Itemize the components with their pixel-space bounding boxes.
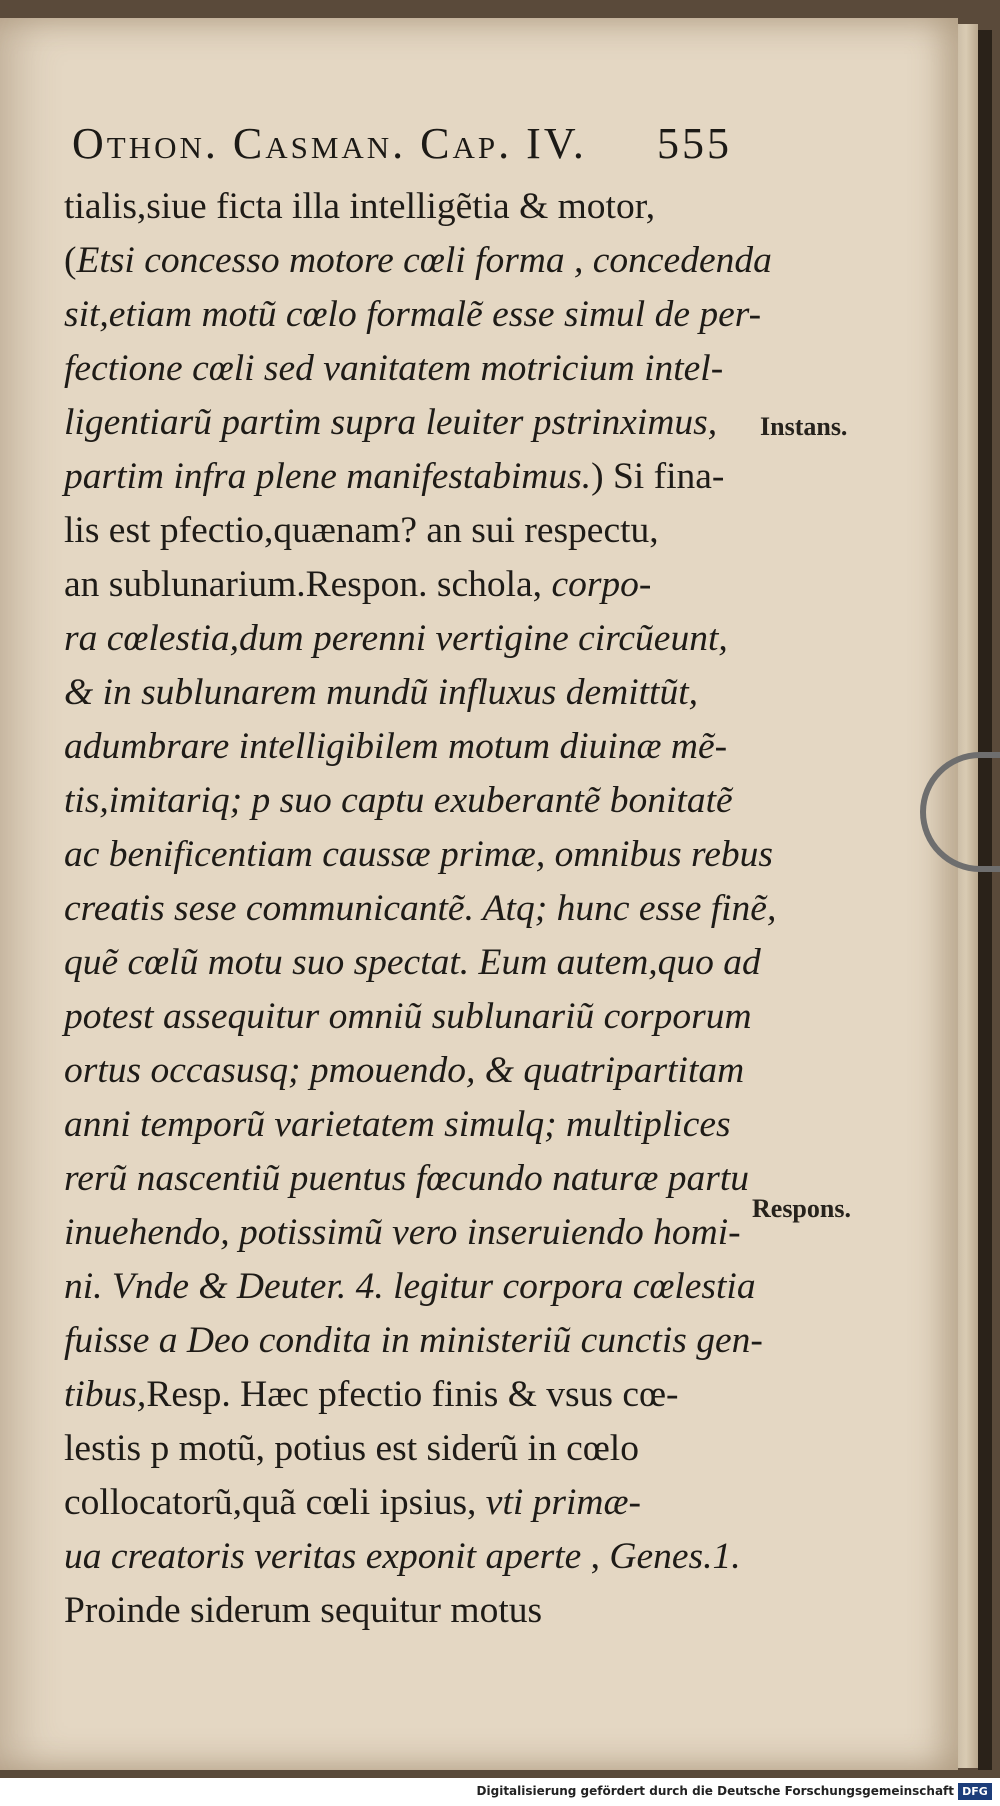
text-line xyxy=(64,288,762,342)
italic-text: ua creatoris veritas exponit aperte xyxy=(64,1536,582,1577)
italic-text: fectione cœli sed vanitatem motricium intel- xyxy=(64,348,724,389)
italic-text: creatis sese communicantẽ. Atq; hunc esse finẽ, xyxy=(64,888,777,929)
text-line xyxy=(64,828,773,882)
italic-text: potest assequitur omniũ sublunariũ corporum xyxy=(64,996,752,1037)
text-line xyxy=(64,1152,750,1206)
margin-note-respons: Respons. xyxy=(752,1194,851,1223)
italic-text: rerũ nascentiũ puentus fœcundo naturæ partu xyxy=(64,1158,750,1199)
text-line xyxy=(64,396,744,450)
italic-text: corpo- xyxy=(551,564,652,605)
italic-text: inuehendo, potissimũ vero inseruiendo homi- xyxy=(64,1212,741,1253)
page-edge xyxy=(958,24,978,1768)
italic-text: ac benificentiam caussæ primæ, omnibus rebus xyxy=(64,834,773,875)
italic-text: ligentiarũ partim supra leuiter pstrinximus, xyxy=(64,402,718,443)
italic-text: quẽ cœlũ motu suo spectat. Eum autem,quo ad xyxy=(64,942,761,983)
roman-text: collocatorũ,quã cœli ipsius, xyxy=(64,1482,486,1523)
italic-text: vti primæ- xyxy=(485,1482,641,1523)
roman-text: Resp. Hæc pfectio finis & vsus cœ- xyxy=(146,1374,679,1415)
text-line xyxy=(64,342,744,396)
footer-credit: Digitalisierung gefördert durch die Deutsche Forschungsgemeinschaft xyxy=(476,1784,954,1798)
italic-text: fuisse a Deo condita in ministeriũ cunctis gen- xyxy=(64,1320,763,1361)
text-line xyxy=(64,180,744,234)
roman-text: , xyxy=(581,1536,610,1577)
text-line xyxy=(64,1260,756,1314)
roman-text: an sublunarium.Respon. schola, xyxy=(64,564,552,605)
footer-bar xyxy=(0,1778,1000,1806)
text-line xyxy=(64,1530,744,1584)
italic-text: & in sublunarem mundũ influxus demittũt, xyxy=(64,672,699,713)
text-line xyxy=(64,1098,744,1152)
text-line xyxy=(64,936,761,990)
text-line xyxy=(64,774,744,828)
text-line xyxy=(64,882,777,936)
text-line xyxy=(64,1476,744,1530)
roman-text: lestis p motũ, potius est siderũ in cœlo xyxy=(64,1428,639,1469)
roman-text: ) Si fina- xyxy=(591,456,725,497)
binding-shadow xyxy=(978,30,992,1770)
text-line xyxy=(64,1044,744,1098)
roman-text: ( xyxy=(64,240,77,281)
text-line xyxy=(64,612,744,666)
roman-text: Proinde siderum sequitur motus xyxy=(64,1590,543,1631)
italic-text: partim infra plene manifestabimus. xyxy=(64,456,592,497)
margin-note-instans: Instans. xyxy=(760,412,848,441)
italic-text: Genes.1. xyxy=(609,1536,741,1577)
text-line xyxy=(64,450,744,504)
text-line xyxy=(64,234,772,288)
text-line xyxy=(64,504,744,558)
text-line xyxy=(64,666,744,720)
italic-text: ra cœlestia,dum perenni vertigine circũeunt, xyxy=(64,618,728,659)
running-header xyxy=(72,118,732,169)
text-line xyxy=(64,1206,744,1260)
text-line xyxy=(64,1422,744,1476)
italic-text: ni. Vnde & Deuter. 4. legitur corpora cœlestia xyxy=(64,1266,756,1307)
running-title: Othon. Casman. Cap. IV. xyxy=(72,119,587,168)
text-line xyxy=(64,558,744,612)
text-line xyxy=(64,1314,763,1368)
text-line xyxy=(64,990,752,1044)
dfg-logo: DFG xyxy=(958,1783,992,1800)
text-line xyxy=(64,1368,744,1422)
italic-text: tibus, xyxy=(64,1374,147,1415)
italic-text: tis,imitariq; p suo captu exuberantẽ bonitatẽ xyxy=(64,780,733,821)
italic-text: anni temporũ varietatem simulq; multiplices xyxy=(64,1104,731,1145)
text-line xyxy=(64,720,744,774)
roman-text: lis est pfectio,quænam? an sui respectu, xyxy=(64,510,659,551)
text-line xyxy=(64,1584,744,1638)
body-text xyxy=(64,180,777,1638)
italic-text: adumbrare intelligibilem motum diuinæ mẽ- xyxy=(64,726,728,767)
roman-text: tialis,siue ficta illa intelligẽtia & motor, xyxy=(64,186,656,227)
italic-text: ortus occasusq; pmouendo, & quatripartitam xyxy=(64,1050,745,1091)
page-number: 555 xyxy=(657,119,732,168)
italic-text: sit,etiam motũ cœlo formalẽ esse simul de per- xyxy=(64,294,762,335)
italic-text: Etsi concesso motore cœli forma , concedenda xyxy=(76,240,772,281)
